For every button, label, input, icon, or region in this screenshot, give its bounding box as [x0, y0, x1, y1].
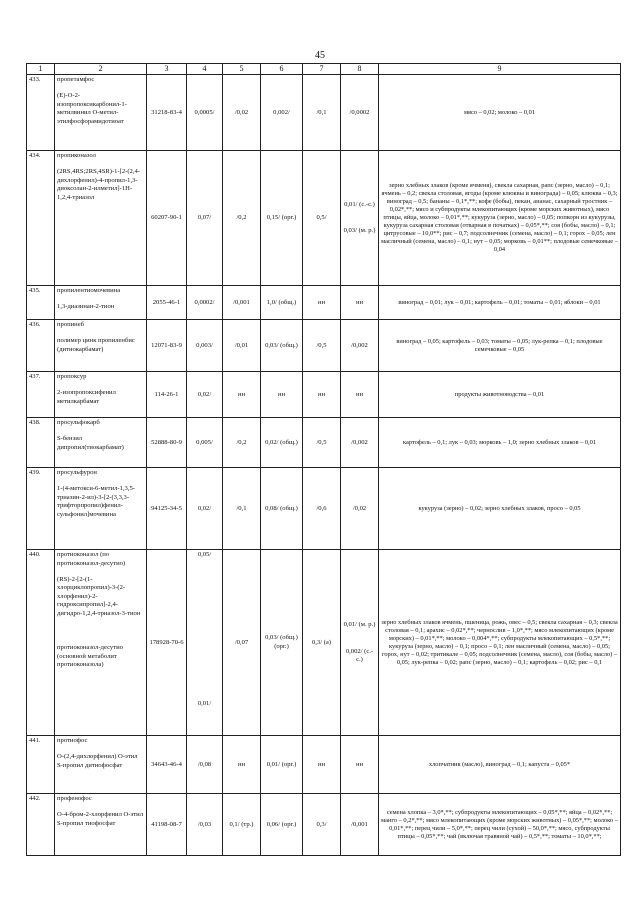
- metabolite-name: протиоконазол-десутио (основной метаболит протиоконазола): [57, 644, 123, 669]
- col8-cell: [341, 550, 379, 736]
- substance-cell: [55, 550, 147, 736]
- col6-value: 0,03/ (общ.) (орг.): [261, 550, 303, 736]
- table-row: [27, 372, 621, 418]
- row-number: 435.: [27, 286, 55, 320]
- chemical-name: 1-(4-метокси-6-метил-1,3,5-триазин-2-ил)-3-[2-(3,3,3-трифторпропил)фенил-сульфонил]мочевина: [57, 484, 135, 518]
- chemical-name: (RS)-2-[2-(1-хлорциклопропил)-3-(2-хлорфенил)-2-гидроксипропил]-2,4-дигидро-1,2,4-триазол-3-тион: [57, 575, 141, 617]
- residue-limits: семена хлопка – 3,0*,**; субпродукты млекопитающих – 0,05*,**; яйца – 0,02*,**; манго – 0,2*,**; мясо млекопитающих (кроме морских животных) – 0,05*,**; молоко – 0,01*,**; перец чили – 5,0*,**; перец чили (сухой) – 50,0*,**; мясо, субпродукты птицы – 0,05*,**; чай (включая травяной чай) – 0,5*,**; томаты – 10,0*,**;: [379, 794, 621, 856]
- table-row: [27, 418, 621, 468]
- chemical-name: 2-изопропоксифенил метилкарбамат: [57, 388, 116, 405]
- col5-value: 0,1/ (тр.): [223, 794, 261, 856]
- col5-value: /0,07: [223, 550, 261, 736]
- cas-number: 31218-83-4: [147, 75, 187, 151]
- table-row: [27, 75, 621, 151]
- col4-value: /0,03: [187, 794, 223, 856]
- col8-value: нн: [341, 286, 379, 320]
- substance-name: протиоконазол (по протиоконазол-десутио): [57, 551, 126, 567]
- residue-limits: картофель – 0,1; лук – 0,03; морковь – 1,0; зерно хлебных злаков – 0,01: [379, 418, 621, 468]
- col5-value: /0,2: [223, 151, 261, 286]
- table-row: [27, 468, 621, 550]
- cas-number: 34643-46-4: [147, 736, 187, 794]
- col8-value: /0,02: [341, 468, 379, 550]
- row-number: 441.: [27, 736, 55, 794]
- col8-value: 0,002/ (с.-с.): [345, 647, 374, 664]
- col-header: 3: [147, 64, 187, 75]
- col-header: 1: [27, 64, 55, 75]
- row-number: 436.: [27, 320, 55, 372]
- col8-value: нн: [341, 372, 379, 418]
- col5-value: /0,1: [223, 468, 261, 550]
- col4-value: 0,07/: [187, 151, 223, 286]
- col5-value: /0,01: [223, 320, 261, 372]
- col-header: 2: [55, 64, 147, 75]
- col8-value: /0,002: [341, 320, 379, 372]
- col6-value: 0,02/ (общ.): [261, 418, 303, 468]
- col7-value: 0,3/ (а): [303, 550, 341, 736]
- row-number: 439.: [27, 468, 55, 550]
- substance-cell: [55, 794, 147, 856]
- col6-value: нн: [261, 372, 303, 418]
- col6-value: 1,0/ (общ.): [261, 286, 303, 320]
- col6-value: 0,08/ (общ.): [261, 468, 303, 550]
- page-number: 45: [315, 50, 325, 61]
- residue-limits: кукуруза (зерно) – 0,02; зерно хлебных злаков, просо – 0,05: [379, 468, 621, 550]
- substance-cell: [55, 736, 147, 794]
- table-row: [27, 286, 621, 320]
- chemical-name: S-бензил дипропил(тиокарбамат): [57, 434, 124, 451]
- col4-value: 0,05/: [197, 551, 212, 559]
- col-header: 6: [261, 64, 303, 75]
- substance-name: протиофос: [57, 737, 88, 745]
- data-table: [26, 63, 621, 856]
- residue-limits: продукты животноводства – 0,01: [379, 372, 621, 418]
- col4-value: 0,02/: [187, 468, 223, 550]
- col7-value: 0,5/: [303, 151, 341, 286]
- col6-value: 0,01/ (орг.): [261, 736, 303, 794]
- cas-number: 114-26-1: [147, 372, 187, 418]
- col5-value: нн: [223, 736, 261, 794]
- row-number: 437.: [27, 372, 55, 418]
- col8-value: /0,001: [341, 794, 379, 856]
- col8-value: нн: [341, 736, 379, 794]
- row-number: 433.: [27, 75, 55, 151]
- residue-limits: зерно хлебных злаков (кроме ячменя), свекла сахарная, рапс (зерно, масло) – 0,1; ячмень – 0,2; свекла столовая, ягоды (кроме клюквы и винограда) – 0,05; клюква – 0,3; виноград – 0,5; бананы – 0,1*,**; кофе (бобы), пекан, ананас, сахарный тростник – 0,02*,**; мясо и субпродукты млекопитающих (кроме морских животных), мясо птицы, яйца, молоко – 0,01*,**; кукуруза (зерно, масло) – 0,05; попкорн из кукурузы, кукуруза сахарная столовая (отварная в початках) – 0,05*,**; соя (бобы, масло) – 0,1; цитрусовые – 10,0**; рис – 0,7; подсолнечник (семена, масло) – 0,1; горох – 0,05; лен масличный (семена, масло) – 0,1; нут – 0,05; морковь – 0,01**; плодовые семечковые – 0,04: [379, 151, 621, 286]
- cas-number: 41198-08-7: [147, 794, 187, 856]
- col7-value: нн: [303, 286, 341, 320]
- residue-limits: хлопчатник (масло), виноград – 0,1; капуста – 0,05*: [379, 736, 621, 794]
- col-header: 8: [341, 64, 379, 75]
- col7-value: /0,5: [303, 418, 341, 468]
- chemical-name: O-4-бром-2-хлорфенил O-этил S-пропил тиофосфат: [57, 810, 143, 827]
- col7-value: нн: [303, 372, 341, 418]
- substance-name: профенофос: [57, 795, 92, 803]
- substance-name: пропиконазол: [57, 152, 96, 160]
- table-row: [27, 736, 621, 794]
- col4-value: /0,08: [187, 736, 223, 794]
- substance-name: пропилентиомочевина: [57, 287, 121, 295]
- substance-cell: [55, 418, 147, 468]
- col7-value: нн: [303, 736, 341, 794]
- cas-number: 12071-83-9: [147, 320, 187, 372]
- col5-value: /0,001: [223, 286, 261, 320]
- residue-limits: мясо – 0,02; молоко – 0,01: [379, 75, 621, 151]
- row-number: 438.: [27, 418, 55, 468]
- substance-name: просульфурон: [57, 469, 97, 477]
- substance-cell: [55, 286, 147, 320]
- col-header: 5: [223, 64, 261, 75]
- residue-limits: зерно хлебных злаков ячмень, пшеница, рожь, овес – 0,5; свекла сахарная – 0,3; свекла столовая – 0,1; арахис – 0,02*,**; чернослив – 1,0*,**; мясо млекопитающих (кроме морских) – 0,01*,**; молоко – 0,004*,**; субпродукты млекопитающих – 0,5*,**; кукуруза (зерно, масло) – 0,1; просо – 0,1; лен масличный (семена, масло) – 0,05; горох, нут – 0,02; тритикале – 0,05; подсолнечник (семена, масло), соя (бобы, масло) – 0,05; лук-репка – 0,02; рапс (зерно, масло) – 0,1; картофель – 0,02; рис – 0,1: [379, 550, 621, 736]
- substance-cell: [55, 320, 147, 372]
- chemical-name: 1,3-диазинан-2-тион: [57, 302, 115, 310]
- substance-name: пропетамфос: [57, 76, 95, 84]
- col4-value: 0,005/: [187, 418, 223, 468]
- chemical-name: полимер цинк пропиленбис (дитиокарбамат): [57, 336, 135, 353]
- substance-name: просульфокарб: [57, 419, 100, 427]
- col4-value: 0,003/: [187, 320, 223, 372]
- table-row: [27, 550, 621, 736]
- substance-name: пропоксур: [57, 373, 87, 381]
- col7-value: /0,1: [303, 75, 341, 151]
- col-header: 4: [187, 64, 223, 75]
- chemical-name: O-(2,4-дихлорфенил) O-этил S-пропил дитиофосфат: [57, 752, 138, 769]
- chemical-name: (2RS,4RS;2RS,4SR)-1-[2-(2,4-дихлорфенил)-4-пропил-1,3-диоксолан-2-илметил]-1H-1,2,4-триазол: [57, 167, 140, 201]
- col4-cell: [187, 550, 223, 736]
- substance-cell: [55, 75, 147, 151]
- row-number: 434.: [27, 151, 55, 286]
- table-row: [27, 151, 621, 286]
- col8-value: 0,01/ (м. р.): [343, 621, 376, 629]
- col4-value: 0,0002/: [187, 286, 223, 320]
- col6-value: 0,002/: [261, 75, 303, 151]
- residue-limits: виноград – 0,05; картофель – 0,03; томаты – 0,05; лук-репка – 0,1; плодовые семечковые – 0,05: [379, 320, 621, 372]
- col6-value: 0,06/ (орг.): [261, 794, 303, 856]
- col4-value: 0,0005/: [187, 75, 223, 151]
- col7-value: /0,6: [303, 468, 341, 550]
- col8-value: /0,0002: [341, 75, 379, 151]
- col6-value: 0,15/ (орг.): [261, 151, 303, 286]
- cas-number: 178928-70-6: [147, 550, 187, 736]
- cas-number: 94125-34-5: [147, 468, 187, 550]
- substance-cell: [55, 372, 147, 418]
- col4-value: 0,01/: [197, 699, 212, 707]
- col5-value: /0,2: [223, 418, 261, 468]
- cas-number: 2055-46-1: [147, 286, 187, 320]
- substance-cell: [55, 151, 147, 286]
- col8-value: 0,03/ (м. р.): [343, 227, 376, 235]
- row-number: 442.: [27, 794, 55, 856]
- cas-number: 60207-90-1: [147, 151, 187, 286]
- header-row: [27, 64, 621, 75]
- substance-name: пропинеб: [57, 321, 84, 329]
- col8-cell: [341, 151, 379, 286]
- col5-value: нн: [223, 372, 261, 418]
- table-row: [27, 320, 621, 372]
- col5-value: /0,02: [223, 75, 261, 151]
- cas-number: 52888-80-9: [147, 418, 187, 468]
- col7-value: 0,3/: [303, 794, 341, 856]
- residue-limits: виноград – 0,01; лук – 0,01; картофель – 0,01; томаты – 0,01; яблоки – 0,01: [379, 286, 621, 320]
- table-row: [27, 794, 621, 856]
- col-header: 7: [303, 64, 341, 75]
- col4-value: 0,02/: [187, 372, 223, 418]
- col6-value: 0,03/ (общ.): [261, 320, 303, 372]
- col8-value: /0,002: [341, 418, 379, 468]
- row-number: 440.: [27, 550, 55, 736]
- col7-value: /0,5: [303, 320, 341, 372]
- substance-cell: [55, 468, 147, 550]
- col-header: 9: [379, 64, 621, 75]
- chemical-name: (E)-O-2-изопропоксикарбонил-1-метилвинил O-метил-этилфосфорамидотиоат: [57, 91, 127, 125]
- col8-value: 0,01/ (с.-с.): [344, 200, 375, 208]
